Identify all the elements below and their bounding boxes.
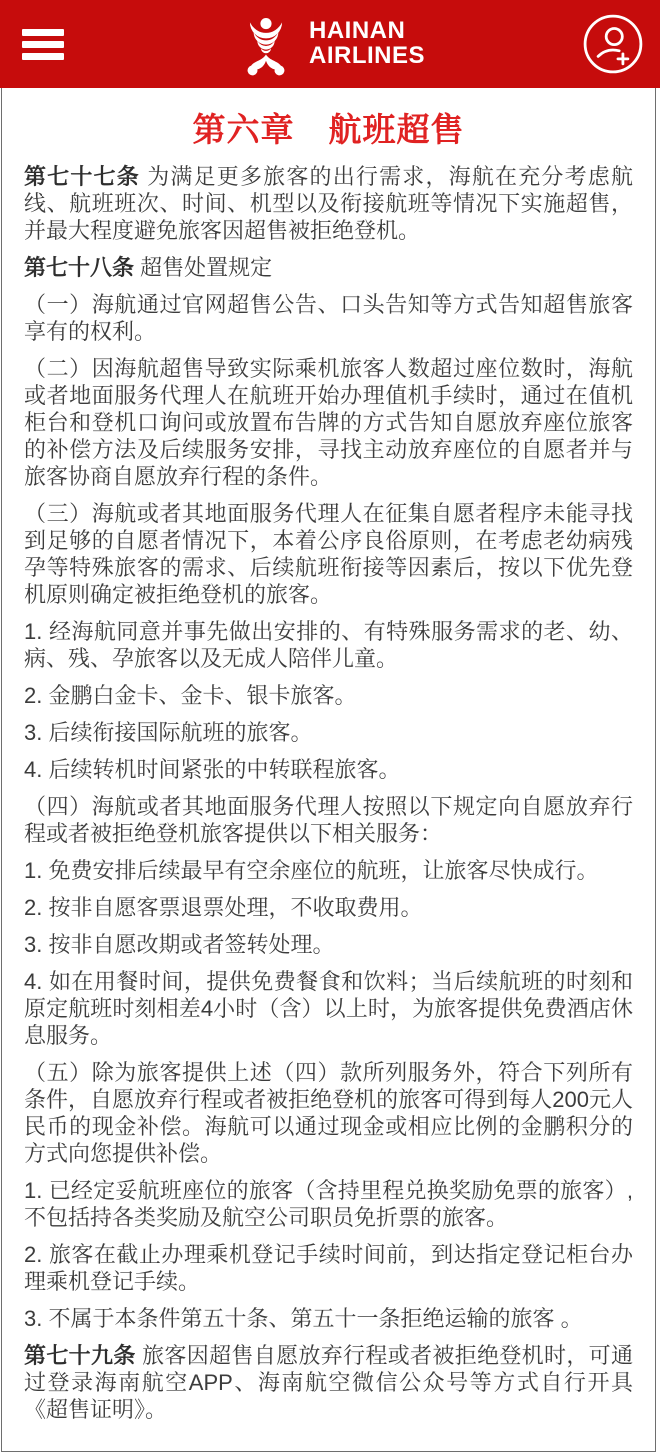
article-paragraph: 第七十八条 超售处置规定 bbox=[24, 255, 273, 280]
article-paragraph: 2. 旅客在截止办理乘机登记手续时间前，到达指定登记柜台办理乘机登记手续。 bbox=[24, 1242, 633, 1294]
article-paragraph: （三）海航或者其地面服务代理人在征集自愿者程序未能寻找到足够的自愿者情况下，本着公序良俗原则，在考虑老幼病残孕等特殊旅客的需求、后续航班衔接等因素后，按以下优先登机原则确定被拒绝登机的旅客。 bbox=[24, 501, 633, 607]
article-paragraph: 4. 如在用餐时间，提供免费餐食和饮料；当后续航班的时刻和原定航班时刻相差4小时（含）以上时，为旅客提供免费酒店休息服务。 bbox=[24, 969, 633, 1048]
add-user-icon bbox=[582, 13, 644, 75]
article-number: 第七十七条 bbox=[24, 164, 148, 189]
article-paragraph: 2. 金鹏白金卡、金卡、银卡旅客。 bbox=[24, 683, 357, 708]
article-paragraph: 第七十七条 为满足更多旅客的出行需求，海航在充分考虑航线、航班班次、时间、机型以及衔接航班等情况下实施超售，并最大程度避免旅客因超售被拒绝登机。 bbox=[24, 164, 633, 243]
article-paragraph: 4. 后续转机时间紧张的中转联程旅客。 bbox=[24, 757, 401, 782]
app-header bbox=[0, 0, 660, 88]
article-paragraph: 2. 按非自愿客票退票处理，不收取费用。 bbox=[24, 895, 423, 920]
article-paragraph: 1. 免费安排后续最早有空余座位的航班，让旅客尽快成行。 bbox=[24, 858, 599, 883]
brand-wordmark: HAINAN AIRLINES bbox=[308, 17, 426, 69]
article-paragraph: （一）海航通过官网超售公告、口头告知等方式告知超售旅客享有的权利。 bbox=[24, 292, 633, 344]
article-number: 第七十八条 bbox=[24, 255, 141, 280]
page-title: 第六章 航班超售 bbox=[192, 111, 465, 148]
menu-button[interactable] bbox=[22, 29, 64, 60]
content-area bbox=[1, 88, 656, 1452]
article-number: 第七十九条 bbox=[24, 1343, 143, 1368]
article-paragraph: 3. 按非自愿改期或者签转处理。 bbox=[24, 932, 335, 957]
brand-logo[interactable] bbox=[235, 10, 425, 78]
article-paragraph: （四）海航或者其地面服务代理人按照以下规定向自愿放弃行程或者被拒绝登机旅客提供以下相关服务： bbox=[24, 794, 633, 846]
hamburger-icon bbox=[22, 29, 64, 36]
article-paragraph: 1. 经海航同意并事先做出安排的、有特殊服务需求的老、幼、病、残、孕旅客以及无成人陪伴儿童。 bbox=[24, 619, 633, 671]
article-body bbox=[24, 163, 633, 1423]
hainan-airlines-emblem-icon bbox=[235, 10, 297, 78]
article-paragraph: 3. 后续衔接国际航班的旅客。 bbox=[24, 720, 313, 745]
login-profile-button[interactable] bbox=[582, 13, 644, 75]
article-paragraph: 3. 不属于本条件第五十条、第五十一条拒绝运输的旅客 。 bbox=[24, 1306, 583, 1331]
article-paragraph: （五）除为旅客提供上述（四）款所列服务外，符合下列所有条件，自愿放弃行程或者被拒绝登机的旅客可得到每人200元人民币的现金补偿。海航可以通过现金或相应比例的金鹏积分的方式向您提供补偿。 bbox=[24, 1060, 633, 1166]
article-paragraph: （二）因海航超售导致实际乘机旅客人数超过座位数时，海航或者地面服务代理人在航班开始办理值机手续时，通过在值机柜台和登机口询问或放置布告牌的方式告知自愿放弃座位旅客的补偿方法及后续服务安排，寻找主动放弃座位的自愿者并与旅客协商自愿放弃行程的条件。 bbox=[24, 356, 633, 489]
article-paragraph: 第七十九条 旅客因超售自愿放弃行程或者被拒绝登机时，可通过登录海南航空APP、海南航空微信公众号等方式自行开具《超售证明》。 bbox=[24, 1343, 633, 1422]
article-paragraph: 1. 已经定妥航班座位的旅客（含持里程兑换奖励免票的旅客）,不包括持各类奖励及航空公司职员免折票的旅客。 bbox=[24, 1178, 633, 1230]
